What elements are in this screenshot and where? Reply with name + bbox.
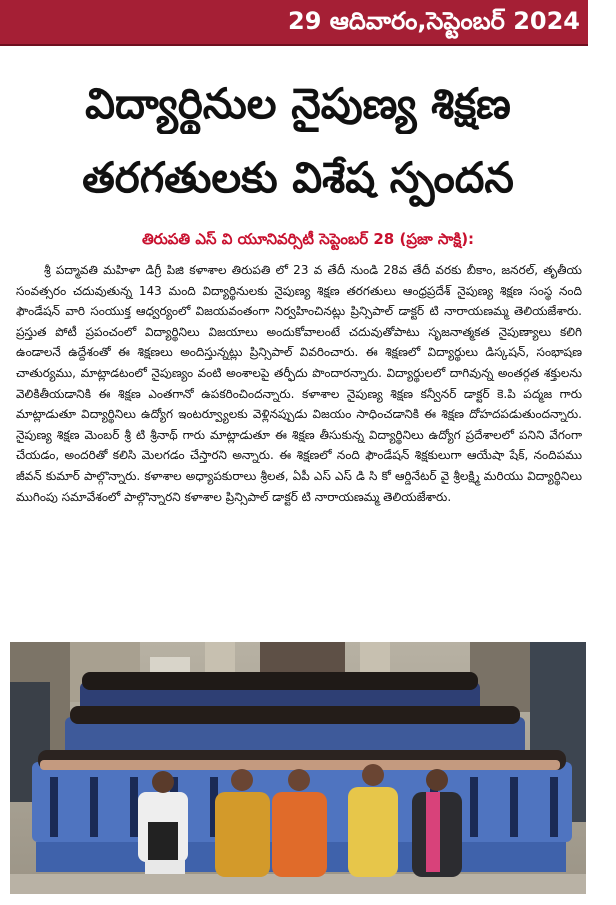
group-photo bbox=[10, 642, 586, 894]
dateline: తిరుపతి ఎస్ వి యూనివర్సిటీ సెప్టెంబర్ 28 (ప్రజా సాక్షి): bbox=[141, 230, 475, 248]
article-body: శ్రీ పద్మావతి మహిళా డిగ్రీ పిజి కళాశాల తిరుపతి లో 23 వ తేదీ నుండి 28వ తేదీ వరకు బీకాం, జనరల్, తృతీయ సంవత్సరం చదువుతున్న 143 మంది విద్యార్థినులకు నైపుణ్య శిక్షణ తరగతులు ఆంధ్రప్రదేశ్ నైపుణ్య శిక్షణ సంస్థ నంది ఫౌండేషన్ వారి సంయుక్త ఆధ్వర్యంలో విజయవంతంగా నిర్వహించినట్లు ప్రిన్సిపాల్ డాక్టర్ టి నారాయణమ్మ తెలియజేశారు. ప్రస్తుత పోటీ ప్రపంచంలో విద్యార్థినిలు విజయాలు అందుకోవాలంటే చదువుతోపాటు సృజనాత్మకత నైపుణ్యాలు కలిగి ఉండాలనే ఉద్దేశంతో ఈ శిక్షణలు అందిస్తున్నట్లు ప్రిన్సిపాల్ వివరించారు. ఈ శిక్షణలో విద్యార్థులు డిస్కషన్, సంభాషణ చాతుర్యము, మాట్లాడటంలో నైపుణ్యం వంటి అంశాలపై తర్ఫీదు పొందారన్నారు. విద్యార్థులలో దాగివున్న అంతర్గత శక్తులను వెలికితీయడానికి ఈ శిక్షణ ఎంతగానో ఉపకరించిందన్నారు. కళాశాల నైపుణ్య శిక్షణ కన్వీనర్ డాక్టర్ కె.పి పద్మజ గారు మాట్లాడుతూ విద్యార్థినిలు ఉద్యోగ ఇంటర్వ్యూలకు వెళ్లినప్పుడు విజయం సాధించడానికి ఈ శిక్షణ దోహదపడుతుందన్నారు. నైపుణ్య శిక్షణ మెంబర్ శ్రీ టి శ్రీనాథ్ గారు మాట్లాడుతూ ఈ శిక్షణ తీసుకున్న విద్యార్థినిలు ఉద్యోగ ప్రదేశాలలో పనిని వేగంగా చేయడం, అందరితో కలిసి మెలగడం చేస్తారని అన్నారు. ఈ శిక్షణలో నంది ఫౌండేషన్ శిక్షకులుగా ఆయేషా షేక్, నందిపము జీవన్ కుమార్ పాల్గొన్నారు. కళాశాల అధ్యాపకురాలు శ్రీలత, ఏపీ ఎస్ ఎస్ డి సి కో ఆర్డినేటర్ వై శ్రీలక్ష్మి మరియు విద్యార్థినిలు ముగింపు సమావేశంలో పాల్గొన్నారని కళాశాల ప్రిన్సిపాల్ డాక్టర్ టి నారాయణమ్మ తెలియజేశారు. bbox=[16, 263, 582, 504]
publication-date: 29 ఆదివారం,సెప్టెంబర్ 2024 bbox=[288, 7, 580, 35]
headline-line-1: విద్యార్థినుల నైపుణ్య శిక్షణ bbox=[85, 79, 511, 128]
date-banner bbox=[0, 0, 588, 46]
headline-line-2: తరగతులకు విశేష స్పందన bbox=[82, 153, 514, 202]
